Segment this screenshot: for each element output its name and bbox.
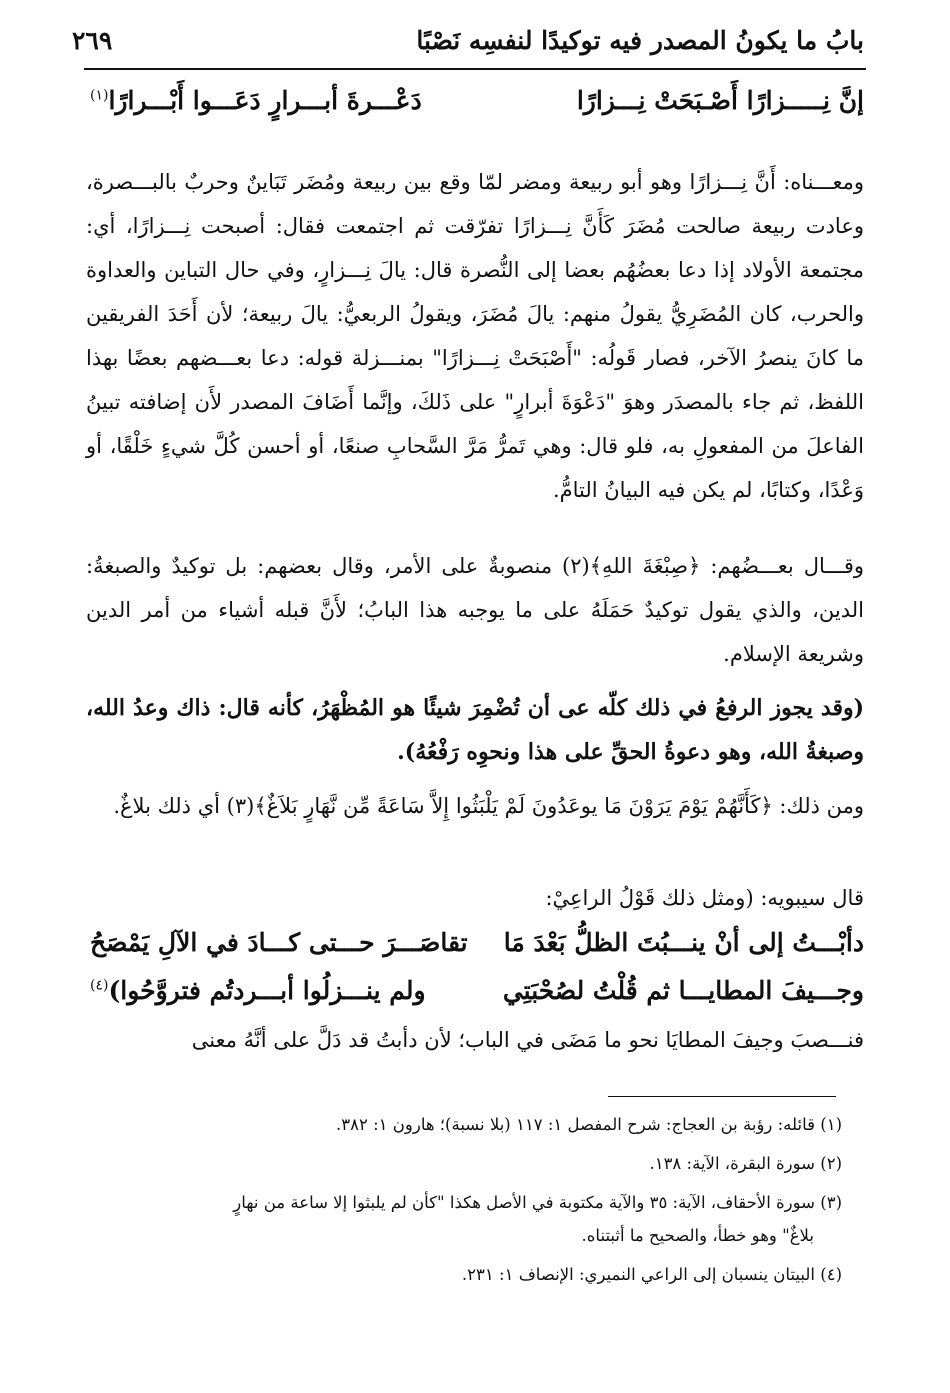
footnote-3: (٣) سورة الأحقاف، الآية: ٣٥ والآية مكتوبة في الأصل هكذا "كأن لم يلبثوا إلا ساعة من نهارٍ bbox=[233, 1193, 842, 1212]
footnote-divider bbox=[608, 1096, 836, 1097]
running-header bbox=[70, 26, 864, 62]
verse-hemistich-second: ولم ينـــزلُوا أبـــردتُم فتروَّحُوا)$^{(٤)}$ bbox=[90, 976, 426, 1005]
footnotes bbox=[86, 1108, 842, 1297]
footnote-ref: (٤) bbox=[90, 977, 109, 994]
verse-hemistich-second: تقاصَـــرَ حـــتى كـــادَ في الآلِ يَمْصَحُ bbox=[90, 928, 468, 957]
footnote-4: (٤) البيتان ينسبان إلى الراعي النميري: الإنصاف ١: ٢٣١. bbox=[461, 1265, 842, 1284]
chapter-title: بابُ ما يكونُ المصدر فيه توكيدًا لنفسِه نَصْبًا bbox=[416, 26, 864, 55]
footnote-2: (٢) سورة البقرة، الآية: ١٣٨. bbox=[649, 1154, 842, 1173]
paragraph-last-line: فنـــصبَ وجيفَ المطايَا نحو ما مَضَى في الباب؛ لأن دأبتُ قد دَلَّ على أنَّهُ معنى bbox=[191, 1028, 864, 1052]
paragraph-raf: (وقد يجوز الرفعُ في ذلك كلّه عى أن تُضْمِرَ شيئًا هو المُظْهَرُ، كأنه قال: ذاك وعدُ الله، وصبغةُ الله، وهو دعوةُ الحقِّ على هذا ونحوِه رَفْعُهُ). bbox=[86, 695, 864, 765]
footnote-ref: (١) bbox=[90, 87, 109, 104]
header-divider bbox=[84, 68, 866, 70]
verse-line-3 bbox=[90, 976, 864, 1012]
verse-hemistich-first: وجـــيفَ المطايـــا ثم قُلْتُ لصُحْبَتِي bbox=[502, 976, 864, 1005]
verse-hemistich-first: دأبْـــتُ إلى أنْ ينـــبُتَ الظلُّ بَعْدَ مَا bbox=[503, 928, 864, 957]
footnote-1: (١) قائله: رؤبة بن العجاج: شرح المفصل ١: ١١٧ (بلا نسبة)؛ هارون ١: ٣٨٢. bbox=[336, 1115, 842, 1134]
paragraph-explanation: ومعـــناه: أَنَّ نِـــزارًا وهو أبو ربيعة ومضر لمّا وقع بين ربيعة ومُضَر تَبَاينٌ وحربٌ بالبـــصرة، وعادت ربيعة صالحت مُضَرَ كَأَنَّ نِـــزارًا تفرّقت ثم اجتمعت فقال: أصبحت نِـــزارًا، أي: مجتمعة الأولاد إذا دعا بعضُهُم بعضا إلى النُّصرة قال: يالَ نِـــزارٍ، وفي حال التباين والعداوة والحرب، كان المُضَرِيُّ يقولُ منهم: يالَ مُضَرَ، ويقولُ الربعيُّ: يالَ ربيعة؛ لأن أَحَدَ الفريقين ما كانَ ينصرُ الآخر، فصار قَولُه: "أَصْبَحَتْ نِـــزارًا" بمنـــزلة قوله: دعا بعـــضهم بعضًا بهذا اللفظ، ثم جاء بالمصدَر وهوَ "دَعْوَةَ أبرارٍ" على ذَلكَ، وإنَّما أَضَافَ المصدر لأَن إضافته تبينُ الفاعلَ من المفعولِ به، فلو قال: وهي تَمرُّ مَرَّ السَّحابِ صنعًا، أو أحسن كُلَّ شيءٍ خَلْقًا، أو وَعْدًا، وكتابًا، لم يكن فيه البيانُ التامُّ. bbox=[86, 170, 864, 502]
verse-hemistich-first: إنَّ نِـــــزارًا أَصْـبَحَتْ نِـــزارًا bbox=[576, 86, 864, 115]
paragraph-sibgha: وقـــال بعـــضُهم: ﴿صِبْغَةَ اللهِ﴾(٢) منصوبةٌ على الأمر، وقال بعضهم: بل توكيدٌ والصبغةُ: الدين، والذي يقول توكيدٌ حَمَلَهُ على ما يوجبه هذا البابُ؛ لأَنَّ قبله أشياء من أمر الدين وشريعة الإسلام. bbox=[86, 554, 865, 666]
footnote-3-continued: بلاغٌ" وهو خطأ، والصحيح ما أثبتناه. bbox=[581, 1226, 814, 1245]
verse-line-2 bbox=[90, 928, 864, 964]
paragraph-quran-verse: ومن ذلك: ﴿كَأَنَّهُمْ يَوْمَ يَرَوْنَ مَا يوعَدُونَ لَمْ يَلْبَثُوا إِلاَّ سَاعَةً مِّن نَّهَارٍ بَلاَغٌ﴾(٣) أي ذلك بلاغٌ. bbox=[113, 794, 864, 818]
paragraph-sibawayh: قال سيبويه: (ومثل ذلك قَوْلُ الراعِيْ: bbox=[545, 886, 864, 910]
verse-hemistich-second: دَعْـــرةَ أبـــرارٍ دَعَـــوا أَبْـــرارًا$^{(١)}$ bbox=[90, 86, 422, 115]
page-number: ٢٦٩ bbox=[72, 26, 113, 55]
verse-line-1 bbox=[90, 86, 864, 122]
